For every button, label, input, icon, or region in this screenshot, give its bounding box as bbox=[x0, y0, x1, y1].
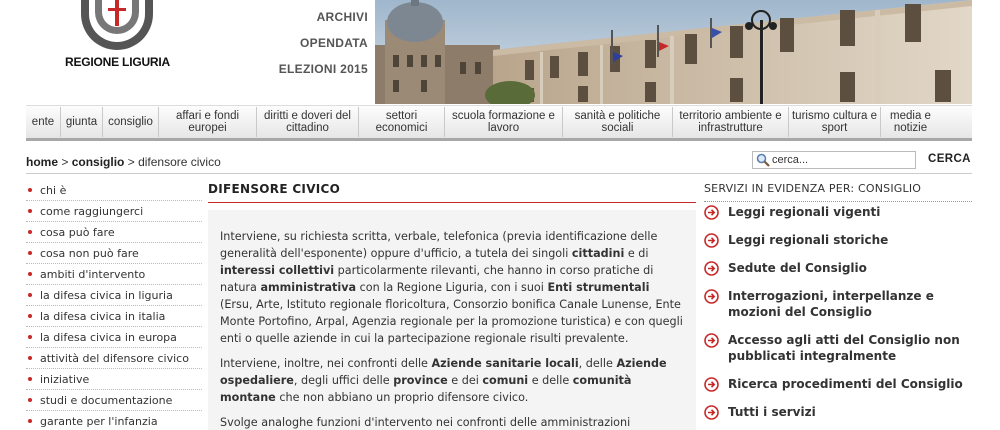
body-text: con la Regione Liguria, con i suoi bbox=[356, 281, 548, 294]
body-text: particolarmente rilevanti, che hanno in corso pratiche di natura bbox=[220, 264, 654, 294]
service-tutti-i-servizi[interactable] bbox=[704, 404, 972, 420]
bullet-icon bbox=[28, 251, 32, 255]
service-leggi-vigenti[interactable] bbox=[704, 204, 972, 220]
sidebar-item-label: garante per l'infanzia bbox=[40, 414, 158, 428]
sidebar-item-label: chi è bbox=[40, 183, 67, 197]
nav-item-media-e-notizie[interactable]: media e notizie bbox=[880, 107, 940, 137]
arrow-right-circle-icon bbox=[704, 233, 719, 248]
sidebar-item-cosa-non-puo-fare[interactable] bbox=[26, 243, 202, 264]
services-list bbox=[704, 204, 972, 430]
sidebar-item-label: iniziative bbox=[40, 372, 90, 386]
nav-item-settori-economici[interactable]: settori economici bbox=[358, 107, 444, 137]
sidebar-item-label: come raggiungerci bbox=[40, 204, 144, 218]
arrow-right-circle-icon bbox=[704, 405, 719, 420]
search-box bbox=[752, 151, 916, 169]
quick-links bbox=[262, 4, 368, 82]
service-label: Ricerca procedimenti del Consiglio bbox=[728, 377, 963, 391]
service-label: Accesso agli atti del Consiglio non pubblicati integralmente bbox=[728, 333, 960, 363]
sidebar-item-ambiti-intervento[interactable] bbox=[26, 264, 202, 285]
elezioni-2015-link[interactable]: ELEZIONI 2015 bbox=[278, 62, 368, 76]
body-text: e dei bbox=[447, 374, 483, 387]
emphasis-text: cittadini bbox=[571, 247, 625, 260]
body-text: e di bbox=[624, 247, 649, 260]
service-label: Leggi regionali storiche bbox=[728, 233, 889, 247]
sidebar-item-come-raggiungerci[interactable] bbox=[26, 201, 202, 222]
breadcrumb-separator: > bbox=[124, 155, 139, 169]
body-text: (Ersu, Arte, Istituto regionale floricoltura, Consorzio bonifica Canale Lunense, Ente Monte Portofino, Arpal, Agenzia regionale per la promozione turistica) e con quegli enti o quelle aziende in cui la partecipazione regionale risulti prevalente. bbox=[220, 298, 683, 345]
service-interrogazioni[interactable] bbox=[704, 288, 972, 320]
nav-item-turismo-cultura-sport[interactable]: turismo cultura e sport bbox=[788, 107, 880, 137]
emphasis-text: Aziende ospedaliere bbox=[220, 357, 667, 387]
nav-item-territorio-ambiente[interactable]: territorio ambiente e infrastrutture bbox=[672, 107, 788, 137]
bullet-icon bbox=[28, 398, 32, 402]
sidebar-item-label: la difesa civica in italia bbox=[40, 309, 166, 323]
bullet-icon bbox=[28, 188, 32, 192]
bullet-icon bbox=[28, 356, 32, 360]
bullet-icon bbox=[28, 230, 32, 234]
regione-liguria-logo[interactable] bbox=[60, 0, 175, 104]
breadcrumb-home[interactable]: home bbox=[26, 155, 59, 169]
sidebar-item-cosa-puo-fare[interactable] bbox=[26, 222, 202, 243]
site-header bbox=[0, 0, 1000, 104]
nav-item-sanita-politiche-sociali[interactable]: sanità e politiche sociali bbox=[562, 107, 672, 137]
bullet-icon bbox=[28, 335, 32, 339]
sidebar-menu bbox=[26, 180, 202, 430]
arrow-right-circle-icon bbox=[704, 289, 719, 304]
archivi-link[interactable]: ARCHIVI bbox=[316, 10, 368, 24]
content-paragraph bbox=[220, 414, 684, 430]
emphasis-text: comunità montane bbox=[220, 374, 632, 404]
sidebar-item-label: cosa non può fare bbox=[40, 246, 139, 260]
bullet-icon bbox=[28, 209, 32, 213]
sidebar-item-label: studi e documentazione bbox=[40, 393, 173, 407]
body-text: che non abbiano un proprio difensore civico. bbox=[275, 391, 529, 404]
sidebar-item-label: attività del difensore civico bbox=[40, 351, 189, 365]
arrow-right-circle-icon bbox=[704, 333, 719, 348]
sidebar-item-garante-infanzia[interactable] bbox=[26, 411, 202, 430]
body-text: Interviene, su richiesta scritta, verbale, telefonica (previa identificazione delle generalità dell'esponente) oppure d'ufficio, a tutela dei singoli bbox=[220, 230, 658, 260]
emphasis-text: Aziende sanitarie locali bbox=[431, 357, 579, 370]
header-banner-photo bbox=[375, 0, 972, 104]
logo-emblem-icon bbox=[75, 0, 159, 50]
content-paragraph bbox=[220, 355, 684, 406]
nav-item-ente[interactable]: ente bbox=[31, 116, 55, 128]
service-label: Leggi regionali vigenti bbox=[728, 205, 881, 219]
main-nav bbox=[26, 105, 972, 141]
magnifier-icon bbox=[756, 153, 770, 167]
service-label: Interrogazioni, interpellanze e mozioni del Consiglio bbox=[728, 289, 934, 319]
body-text: Interviene, inoltre, nei confronti delle bbox=[220, 357, 432, 370]
bullet-icon bbox=[28, 293, 32, 297]
content-paragraph bbox=[220, 228, 684, 347]
nav-item-affari-e-fondi-europei[interactable]: affari e fondi europei bbox=[158, 107, 256, 137]
search-input[interactable] bbox=[772, 154, 912, 166]
sidebar-item-label: cosa può fare bbox=[40, 225, 115, 239]
main-content bbox=[208, 210, 696, 430]
sidebar-item-label: ambiti d'intervento bbox=[40, 267, 146, 281]
sidebar-item-difesa-civica-italia[interactable] bbox=[26, 306, 202, 327]
bullet-icon bbox=[28, 419, 32, 423]
emphasis-text: province bbox=[393, 374, 448, 387]
sidebar-item-label: la difesa civica in europa bbox=[40, 330, 177, 344]
body-text: , degli uffici delle bbox=[293, 374, 394, 387]
nav-item-scuola-formazione-lavoro[interactable]: scuola formazione e lavoro bbox=[444, 107, 562, 137]
breadcrumb bbox=[26, 155, 221, 169]
sidebar-item-difesa-civica-europa[interactable] bbox=[26, 327, 202, 348]
divider bbox=[26, 173, 972, 174]
arrow-right-circle-icon bbox=[704, 205, 719, 220]
sidebar-item-label: la difesa civica in liguria bbox=[40, 288, 173, 302]
body-text: , delle bbox=[578, 357, 617, 370]
service-accesso-atti[interactable] bbox=[704, 332, 972, 364]
emphasis-text: amministrativa bbox=[260, 281, 357, 294]
emphasis-text: interessi collettivi bbox=[220, 264, 335, 277]
service-leggi-storiche[interactable] bbox=[704, 232, 972, 248]
sidebar-item-attivita[interactable] bbox=[26, 348, 202, 369]
breadcrumb-separator: > bbox=[58, 155, 72, 169]
bullet-icon bbox=[28, 272, 32, 276]
sidebar-item-iniziative[interactable] bbox=[26, 369, 202, 390]
logo-text: REGIONE LIGURIA bbox=[64, 55, 170, 69]
bullet-icon bbox=[28, 314, 32, 318]
emphasis-text: comuni bbox=[482, 374, 529, 387]
service-label: Tutti i servizi bbox=[728, 405, 816, 419]
service-label: Sedute del Consiglio bbox=[728, 261, 867, 275]
page-title: DIFENSORE CIVICO bbox=[208, 182, 696, 203]
nav-item-consiglio[interactable]: consiglio bbox=[102, 107, 158, 137]
service-sedute-consiglio[interactable] bbox=[704, 260, 972, 276]
body-text: Svolge analoghe funzioni d'intervento nei confronti delle amministrazioni bbox=[220, 416, 631, 429]
sidebar-item-studi-documentazione[interactable] bbox=[26, 390, 202, 411]
bullet-icon bbox=[28, 377, 32, 381]
sidebar-item-difesa-civica-liguria[interactable] bbox=[26, 285, 202, 306]
emphasis-text: Enti strumentali bbox=[547, 281, 650, 294]
opendata-link[interactable]: OPENDATA bbox=[300, 36, 368, 50]
arrow-right-circle-icon bbox=[704, 261, 719, 276]
arrow-right-circle-icon bbox=[704, 377, 719, 392]
services-heading: SERVIZI IN EVIDENZA PER: CONSIGLIO bbox=[704, 182, 972, 202]
service-ricerca-procedimenti[interactable] bbox=[704, 376, 972, 392]
breadcrumb-consiglio[interactable]: consiglio bbox=[71, 155, 125, 169]
nav-item-diritti-e-doveri[interactable]: diritti e doveri del cittadino bbox=[256, 107, 358, 137]
breadcrumb-current: difensore civico bbox=[138, 155, 221, 169]
search-button[interactable]: CERCA bbox=[928, 153, 971, 165]
sidebar-item-chi-e[interactable] bbox=[26, 180, 202, 201]
body-text: e delle bbox=[528, 374, 573, 387]
nav-item-giunta[interactable]: giunta bbox=[60, 107, 102, 137]
